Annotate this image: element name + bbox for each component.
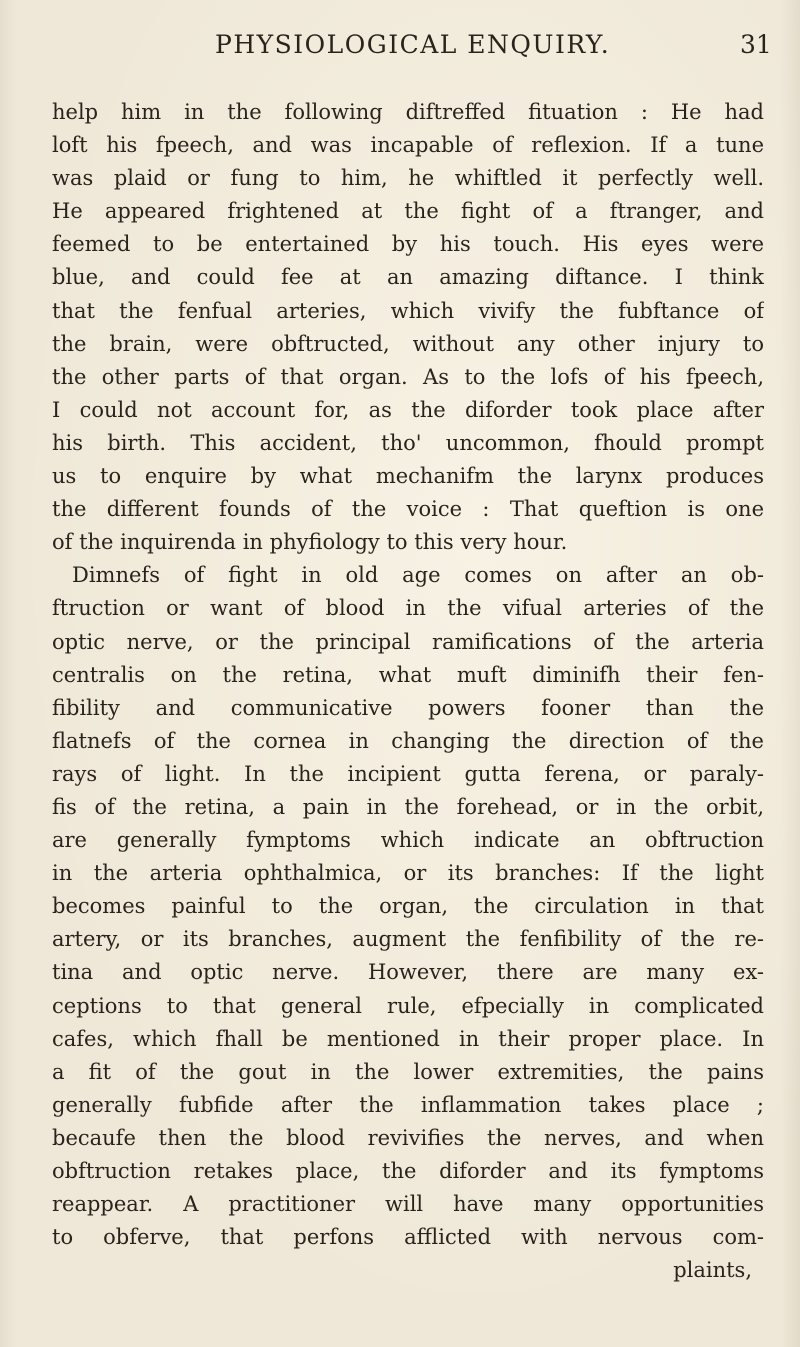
page-number: 31 [740, 30, 772, 59]
paragraph-start-line: Dimnefs of fight in old age comes on after an ob- [72, 563, 764, 588]
body-text [52, 96, 764, 1287]
text-line: in the arteria ophthalmica, or its branches: If the light [52, 861, 764, 886]
text-line: feemed to be entertained by his touch. His eyes were [52, 232, 764, 257]
text-line: I could not account for, as the diforder took place after [52, 397, 764, 422]
text-line: tina and optic nerve. However, there are many ex- [52, 960, 764, 985]
text-line: that the fenfual arteries, which vivify the fubftance of [52, 298, 764, 323]
text-line: the different founds of the voice : That queftion is one [52, 497, 764, 522]
text-line: generally fubfide after the inflammation takes place ; [52, 1092, 764, 1117]
text-line: the other parts of that organ. As to the lofs of his fpeech, [52, 364, 764, 389]
text-line: blue, and could fee at an amazing diftance. I think [52, 265, 764, 290]
text-line: was plaid or fung to him, he whiftled it perfectly well. [52, 166, 764, 191]
text-line: fis of the retina, a pain in the forehead, or in the orbit, [52, 794, 764, 819]
text-line: He appeared frightened at the fight of a ftranger, and [52, 199, 764, 224]
text-line: us to enquire by what mechanifm the larynx produces [52, 464, 764, 489]
page-header [0, 30, 800, 66]
text-line: ceptions to that general rule, efpecially in complicated [52, 993, 764, 1018]
text-line: cafes, which fhall be mentioned in their proper place. In [52, 1026, 764, 1051]
text-line: a fit of the gout in the lower extremities, the pains [52, 1059, 764, 1084]
text-line: becomes painful to the organ, the circulation in that [52, 894, 764, 919]
text-line: to obferve, that perfons afflicted with nervous com- [52, 1225, 764, 1250]
running-head: PHYSIOLOGICAL ENQUIRY. [215, 30, 611, 59]
text-line: reappear. A practitioner will have many opportunities [52, 1192, 764, 1217]
text-line: ftruction or want of blood in the vifual arteries of the [52, 596, 764, 621]
text-line: fibility and communicative powers fooner than the [52, 695, 764, 720]
text-line: optic nerve, or the principal ramifications of the arteria [52, 629, 764, 654]
text-line: obftruction retakes place, the diforder and its fymptoms [52, 1159, 764, 1183]
text-line: his birth. This accident, tho' uncommon, fhould prompt [52, 430, 764, 455]
text-line: centralis on the retina, what muft diminifh their fen- [52, 662, 764, 687]
text-line: are generally fymptoms which indicate an obftruction [52, 828, 764, 853]
text-line: flatnefs of the cornea in changing the direction of the [52, 728, 764, 753]
text-line: the brain, were obftructed, without any other injury to [52, 331, 764, 356]
text-line: of the inquirenda in phyfiology to this very hour. [52, 530, 568, 555]
text-line: becaufe then the blood revivifies the nerves, and when [52, 1125, 764, 1150]
text-line: loft his fpeech, and was incapable of reflexion. If a tune [52, 133, 764, 158]
catchword: plaints, [673, 1258, 752, 1283]
text-line: rays of light. In the incipient gutta ferena, or paraly- [52, 761, 764, 786]
text-line: artery, or its branches, augment the fenfibility of the re- [52, 927, 764, 952]
text-line: help him in the following diftreffed fituation : He had [52, 100, 764, 124]
